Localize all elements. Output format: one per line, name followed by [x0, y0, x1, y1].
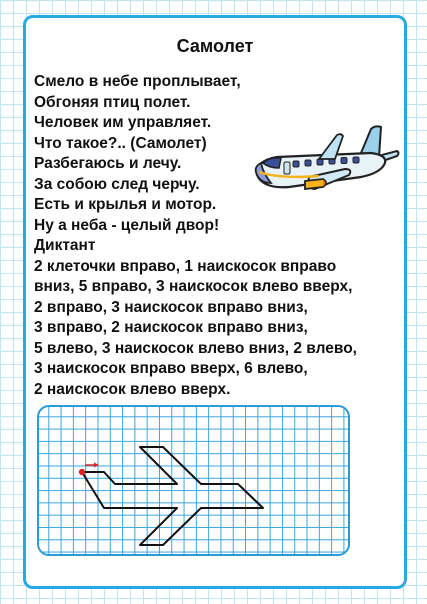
poem-line: Ну а неба - целый двор!	[34, 216, 220, 234]
dictation-line: 2 вправо, 3 наискосок вправо вниз,	[34, 298, 308, 316]
dictation-line: 2 клеточки вправо, 1 наискосок вправо	[34, 257, 337, 275]
poem-line: Смело в небе проплывает,	[34, 73, 241, 90]
dictation-heading: Диктант	[34, 237, 96, 254]
dictation-line: 5 влево, 3 наискосок влево вниз, 2 влево,	[34, 339, 357, 357]
poem-line: Что такое?.. (Самолет)	[34, 134, 207, 152]
dictation-line: 3 наискосок вправо вверх, 6 влево,	[34, 360, 308, 377]
dictation-line: 2 наискосок влево вверх.	[34, 380, 231, 398]
drawing-grid	[37, 405, 350, 556]
dictation-line: вниз, 5 вправо, 3 наискосок влево вверх,	[34, 278, 353, 295]
start-dot	[79, 469, 85, 475]
plane-contour	[82, 447, 263, 545]
poem-line: Обгоняя птиц полет.	[34, 93, 191, 111]
text-block	[34, 72, 404, 400]
page-title: Самолет	[176, 36, 254, 56]
direction-arrowhead	[94, 463, 99, 468]
poem-line: За собою след черчу.	[34, 175, 200, 193]
plane-outline	[39, 407, 348, 554]
poem-line: Человек им управляет.	[34, 114, 212, 131]
poem-line: Разбегаюсь и лечу.	[34, 155, 182, 172]
airplane-icon	[249, 123, 401, 203]
poem-line: Есть и крылья и мотор.	[34, 196, 217, 213]
dictation-line: 3 вправо, 2 наискосок вправо вниз,	[34, 319, 308, 336]
